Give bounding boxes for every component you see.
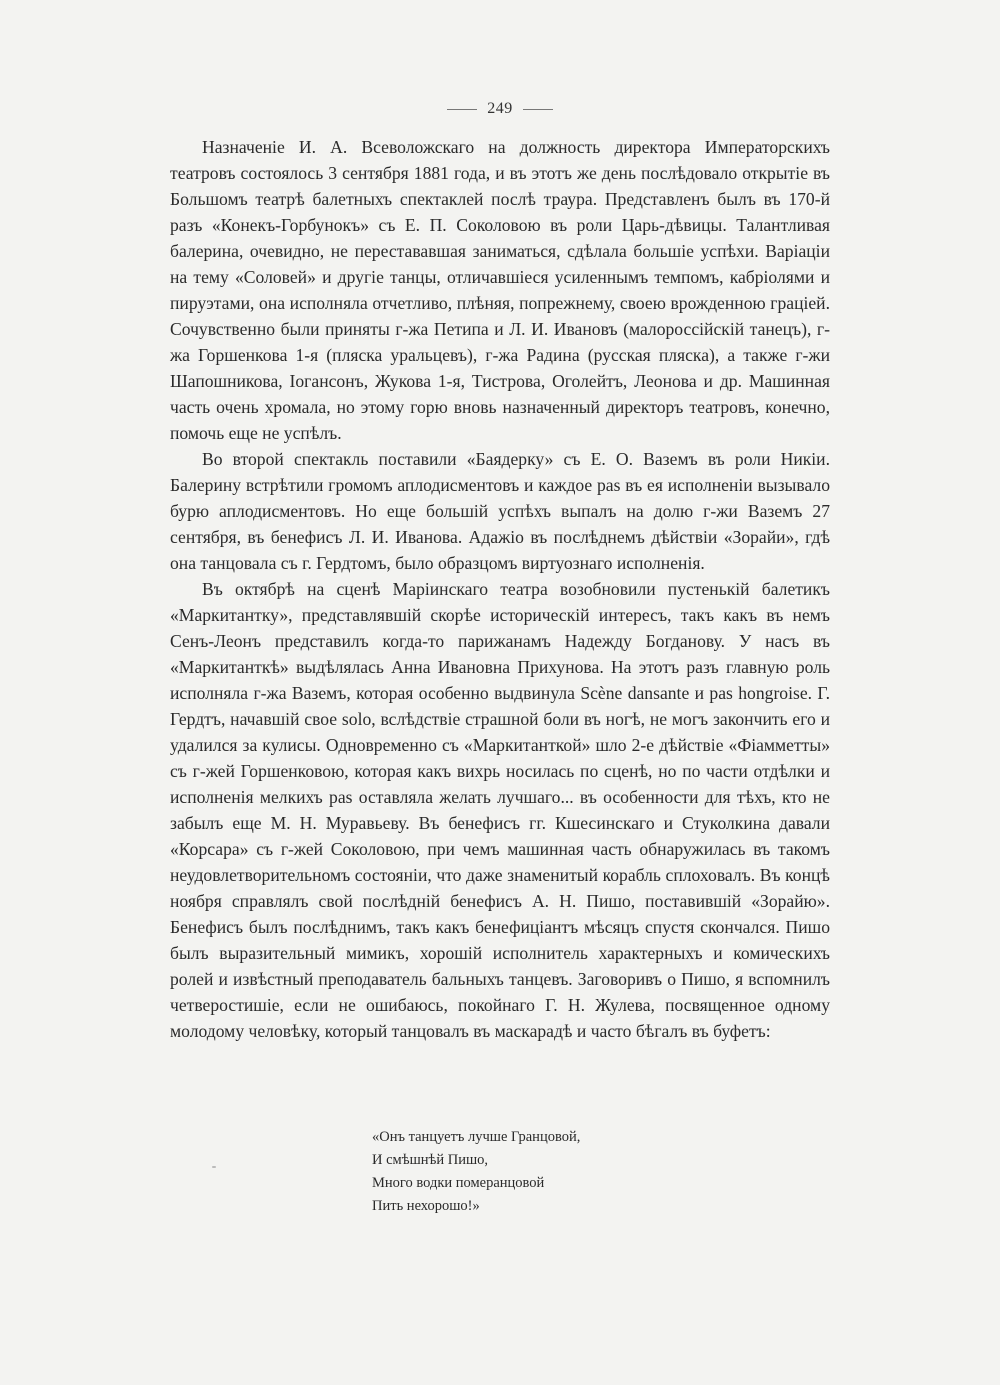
verse-line-3: Много водки померанцовой bbox=[372, 1175, 545, 1191]
verse-line-2: И смѣшнѣй Пишо, bbox=[372, 1152, 489, 1168]
page-number-rule-right bbox=[523, 109, 553, 110]
page-number-rule-left bbox=[447, 109, 477, 110]
body-text bbox=[170, 134, 830, 1044]
verse-line-1: «Онъ танцуетъ лучше Гранцовой, bbox=[372, 1129, 581, 1145]
paragraph-3: Въ октябрѣ на сценѣ Маріинскаго театра возобновили пустенькій балетикъ «Маркитантку», представлявшій скорѣе историческій интересъ, такъ какъ въ немъ Сенъ-Леонъ представилъ когда-то парижанамъ Надежду Богданову. У насъ въ «Маркитанткѣ» выдѣлялась Анна Ивановна Прихунова. На этотъ разъ главную роль исполняла г-жа Ваземъ, которая особенно выдвинула Scène dansante и pas hongroise. Г. Гердтъ, начавшій свое solo, вслѣдствіе страшной боли въ ногѣ, не могъ закончить его и удалился за кулисы. Одновременно съ «Маркитанткой» шло 2-е дѣйствіе «Фіамметты» съ г-жей Горшенковою, которая какъ вихрь носилась по сценѣ, но по части отдѣлки и исполненія мелкихъ pas оставляла желать лучшаго... въ особенности для тѣхъ, кто не забылъ еще М. Н. Муравьеву. Въ бенефисъ гг. Кшесинскаго и Стуколкина давали «Корсара» съ г-жей Соколовою, при чемъ машинная часть обнаружилась въ такомъ неудовлетворительномъ состояніи, что даже знаменитый корабль сплоховалъ. Въ концѣ ноября справлялъ свой послѣдній бенефисъ А. Н. Пишо, поставившій «Зорайю». Бенефисъ былъ послѣднимъ, такъ какъ бенефиціантъ мѣсяцъ спустя скончался. Пишо былъ выразительный мимикъ, хорошій исполнитель характерныхъ и комическихъ ролей и извѣстный преподаватель бальныхъ танцевъ. Заговоривъ о Пишо, я вспомнилъ четверостишіе, если не ошибаюсь, покойнаго Г. Н. Жулева, посвященное одному молодому человѣку, который танцовалъ въ маскарадѣ и часто бѣгалъ въ буфетъ: bbox=[170, 579, 830, 1041]
paragraph-2: Во второй спектакль поставили «Баядерку» съ Е. О. Ваземъ въ роли Никіи. Балерину встрѣтили громомъ аплодисментовъ и каждое pas въ ея исполненіи вызывало бурю аплодисментовъ. Но еще большій успѣхъ выпалъ на долю г-жи Ваземъ 27 сентября, въ бенефисъ Л. И. Иванова. Адажіо въ послѣднемъ дѣйствіи «Зорайи», гдѣ она танцовала съ г. Гердтомъ, было образцомъ виртуознаго исполненія. bbox=[170, 449, 830, 573]
page-number-header bbox=[0, 100, 1000, 118]
paragraph-1: Назначеніе И. А. Всеволожскаго на должность директора Императорскихъ театровъ состоялось 3 сентября 1881 года, и въ этотъ же день послѣдовало открытіе въ Большомъ театрѣ балетныхъ спектаклей послѣ траура. Представленъ былъ въ 170-й разъ «Конекъ-Горбунокъ» съ Е. П. Соколовою въ роли Царь-дѣвицы. Талантливая балерина, очевидно, не перестававшая заниматься, сдѣлала большіе успѣхи. Варіаціи на тему «Соловей» и другіе танцы, отличавшіеся усиленнымъ темпомъ, кабріолями и пируэтами, она исполняла отчетливо, плѣняя, попрежнему, своею врожденною граціей. Сочувственно были приняты г-жа Петипа и Л. И. Ивановъ (малороссійскій танецъ), г-жа Горшенкова 1-я (пляска уральцевъ), г-жа Радина (русская пляска), а также г-жи Шапошникова, Іогансонъ, Жукова 1-я, Тистрова, Оголейтъ, Леонова и др. Машинная часть очень хромала, но этому горю вновь назначенный директоръ театровъ, конечно, помочь еще не успѣлъ. bbox=[170, 137, 830, 443]
verse-quatrain bbox=[372, 1126, 792, 1218]
page-number: 249 bbox=[487, 100, 513, 117]
verse-line-4: Пить нехорошо!» bbox=[372, 1198, 480, 1214]
paper-speck bbox=[212, 1166, 216, 1168]
